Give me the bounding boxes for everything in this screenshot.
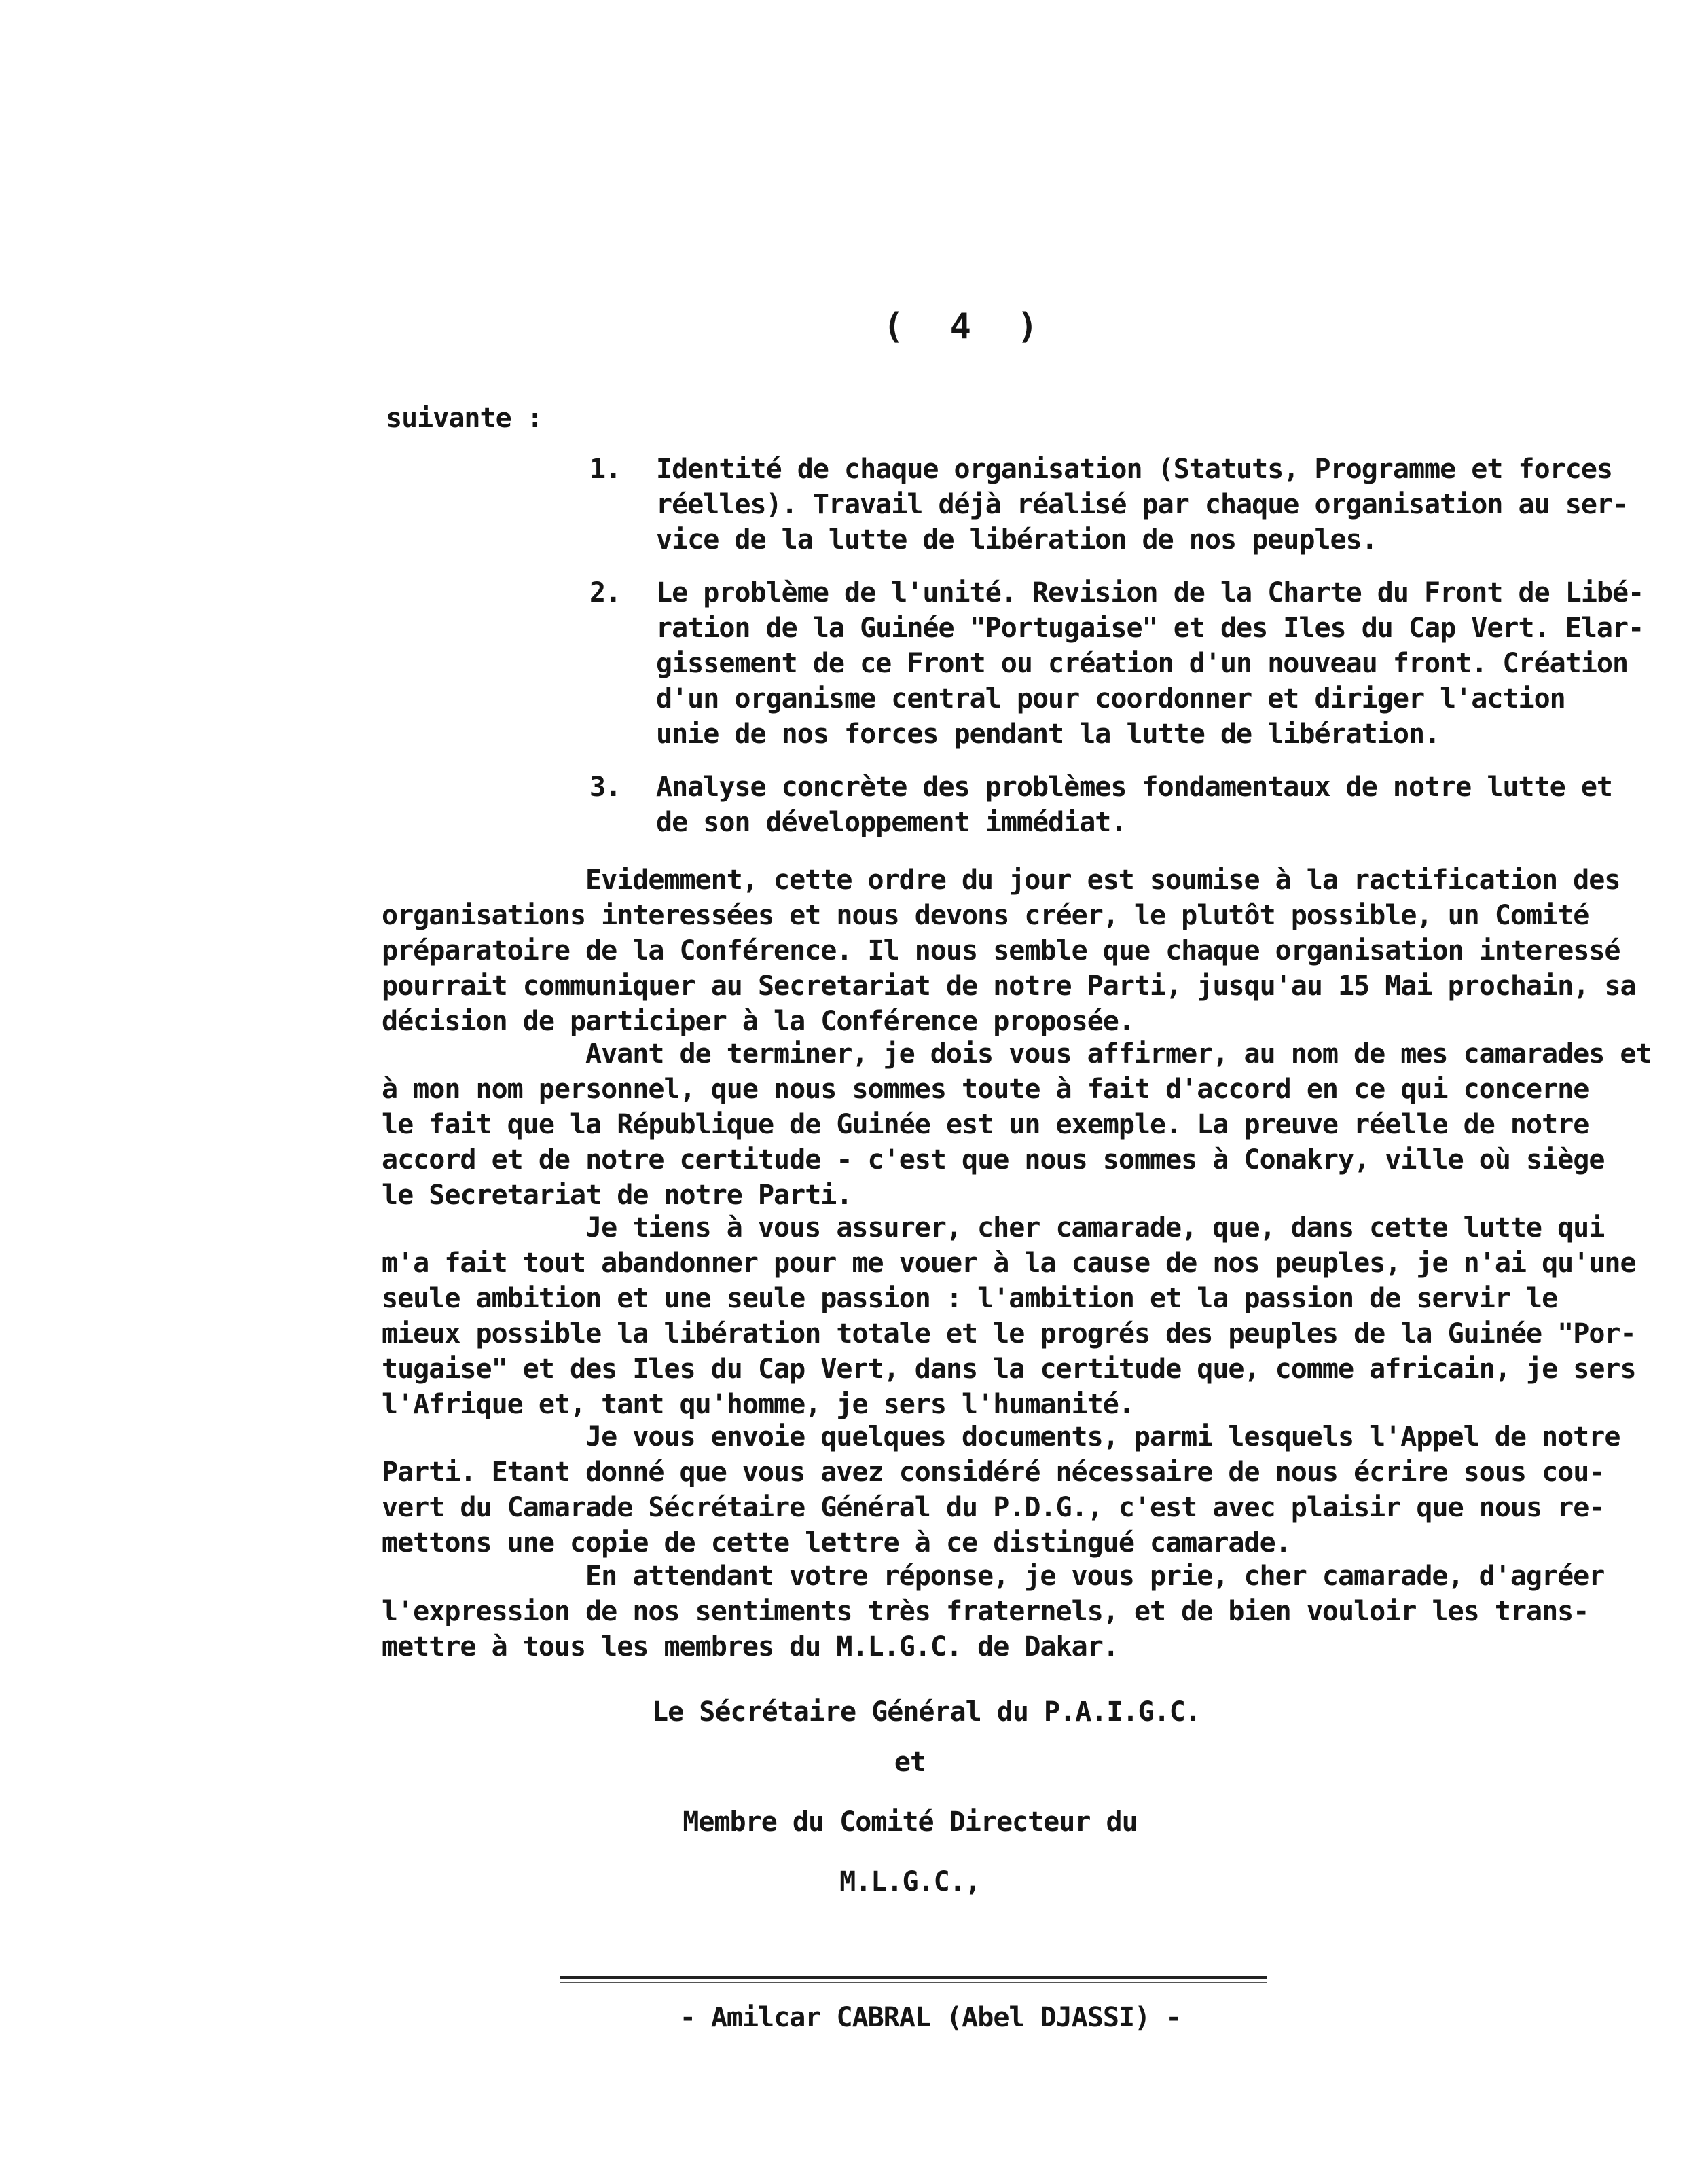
agenda-item-text [656, 769, 1649, 840]
signature-block [652, 1694, 1201, 1924]
agenda-item-3 [589, 769, 1649, 840]
text-line: à mon nom personnel, que nous sommes toute à fait d'accord en ce qui concerne [382, 1074, 1589, 1105]
text-line: décision de participer à la Conférence proposée. [382, 1006, 1134, 1037]
text-line: vert du Camarade Sécrétaire Général du P.D.G., c'est avec plaisir que nous re- [382, 1492, 1605, 1523]
text-line: mettre à tous les membres du M.L.G.C. de Dakar. [382, 1631, 1119, 1662]
signature-role: Membre du Comité Directeur du [683, 1806, 1138, 1838]
text-line: Analyse concrète des problèmes fondamentaux de notre lutte et [656, 771, 1613, 803]
text-line: gissement de ce Front ou création d'un nouveau front. Création [656, 648, 1629, 679]
signature-name: - Amilcar CABRAL (Abel DJASSI) - [679, 2002, 1182, 2033]
text-line: Avant de terminer, je dois vous affirmer, au nom de mes camarades et [585, 1038, 1652, 1070]
text-line: tugaise" et des Iles du Cap Vert, dans la certitude que, comme africain, je sers [382, 1353, 1636, 1385]
text-line: ration de la Guinée "Portugaise" et des Iles du Cap Vert. Elar- [656, 613, 1644, 644]
text-line: d'un organisme central pour coordonner et diriger l'action [656, 683, 1565, 714]
agenda-item-number: 2. [589, 577, 621, 608]
text-line: Je vous envoie quelques documents, parmi lesquels l'Appel de notre [585, 1421, 1620, 1453]
text-line: pourrait communiquer au Secretariat de notre Parti, jusqu'au 15 Mai prochain, sa [382, 970, 1636, 1002]
signature-title: Le Sécrétaire Général du P.A.I.G.C. [652, 1696, 1201, 1728]
paragraph-ambition [382, 1210, 1686, 1422]
text-line: En attendant votre réponse, je vous prie, cher camarade, d'agréer [585, 1561, 1605, 1592]
text-line: m'a fait tout abandonner pour me vouer à la cause de nos peuples, je n'ai qu'une [382, 1248, 1636, 1279]
text-line: seule ambition et une seule passion : l'ambition et la passion de servir le [382, 1283, 1558, 1314]
text-line: accord et de notre certitude - c'est que nous sommes à Conakry, ville où siège [382, 1144, 1605, 1176]
text-line: Identité de chaque organisation (Statuts, Programme et forces [656, 454, 1613, 485]
paragraph-agreement [382, 1036, 1686, 1213]
agenda-item-2 [589, 575, 1649, 752]
paragraph-closing [382, 1559, 1686, 1664]
text-line: unie de nos forces pendant la lutte de libération. [656, 718, 1440, 750]
text-line: Evidemment, cette ordre du jour est soumise à la ractification des [585, 864, 1620, 896]
text-line: réelles). Travail déjà réalisé par chaque organisation au ser- [656, 489, 1629, 520]
agenda-item-number: 1. [589, 454, 621, 485]
agenda-item-text [656, 452, 1649, 558]
agenda-item-number: 3. [589, 771, 621, 803]
text-line: mettons une copie de cette lettre à ce distingué camarade. [382, 1527, 1291, 1559]
text-line: le fait que la République de Guinée est un exemple. La preuve réelle de notre [382, 1109, 1589, 1140]
text-line: l'expression de nos sentiments très fraternels, et de bien vouloir les trans- [382, 1596, 1589, 1627]
text-line: Le problème de l'unité. Revision de la Charte du Front de Libé- [656, 577, 1644, 608]
text-line: de son développement immédiat. [656, 807, 1127, 838]
text-line: Je tiens à vous assurer, cher camarade, que, dans cette lutte qui [585, 1212, 1605, 1243]
paragraph-agenda-ratification [382, 862, 1686, 1039]
agenda-list [589, 452, 1649, 858]
agenda-item-text [656, 575, 1649, 752]
signature-organization: M.L.G.C., [839, 1866, 981, 1897]
text-line: mieux possible la libération totale et le progrés des peuples de la Guinée "Por- [382, 1318, 1636, 1349]
text-line: préparatoire de la Conférence. Il nous semble que chaque organisation interessé [382, 935, 1620, 966]
page-number: ( 4 ) [883, 306, 1051, 347]
signature-rule [560, 1976, 1267, 1979]
text-line: le Secretariat de notre Parti. [382, 1180, 852, 1211]
text-line: l'Afrique et, tant qu'homme, je sers l'humanité. [382, 1389, 1134, 1420]
intro-text: suivante : [386, 403, 543, 434]
text-line: vice de la lutte de libération de nos peuples. [656, 524, 1377, 556]
text-line: organisations interessées et nous devons créer, le plutôt possible, un Comité [382, 900, 1589, 931]
paragraph-documents [382, 1419, 1686, 1561]
signature-rule-shadow [560, 1982, 1267, 1983]
text-line: Parti. Etant donné que vous avez considéré nécessaire de nous écrire sous cou- [382, 1457, 1605, 1488]
signature-conjunction: et [894, 1747, 926, 1778]
agenda-item-1 [589, 452, 1649, 558]
